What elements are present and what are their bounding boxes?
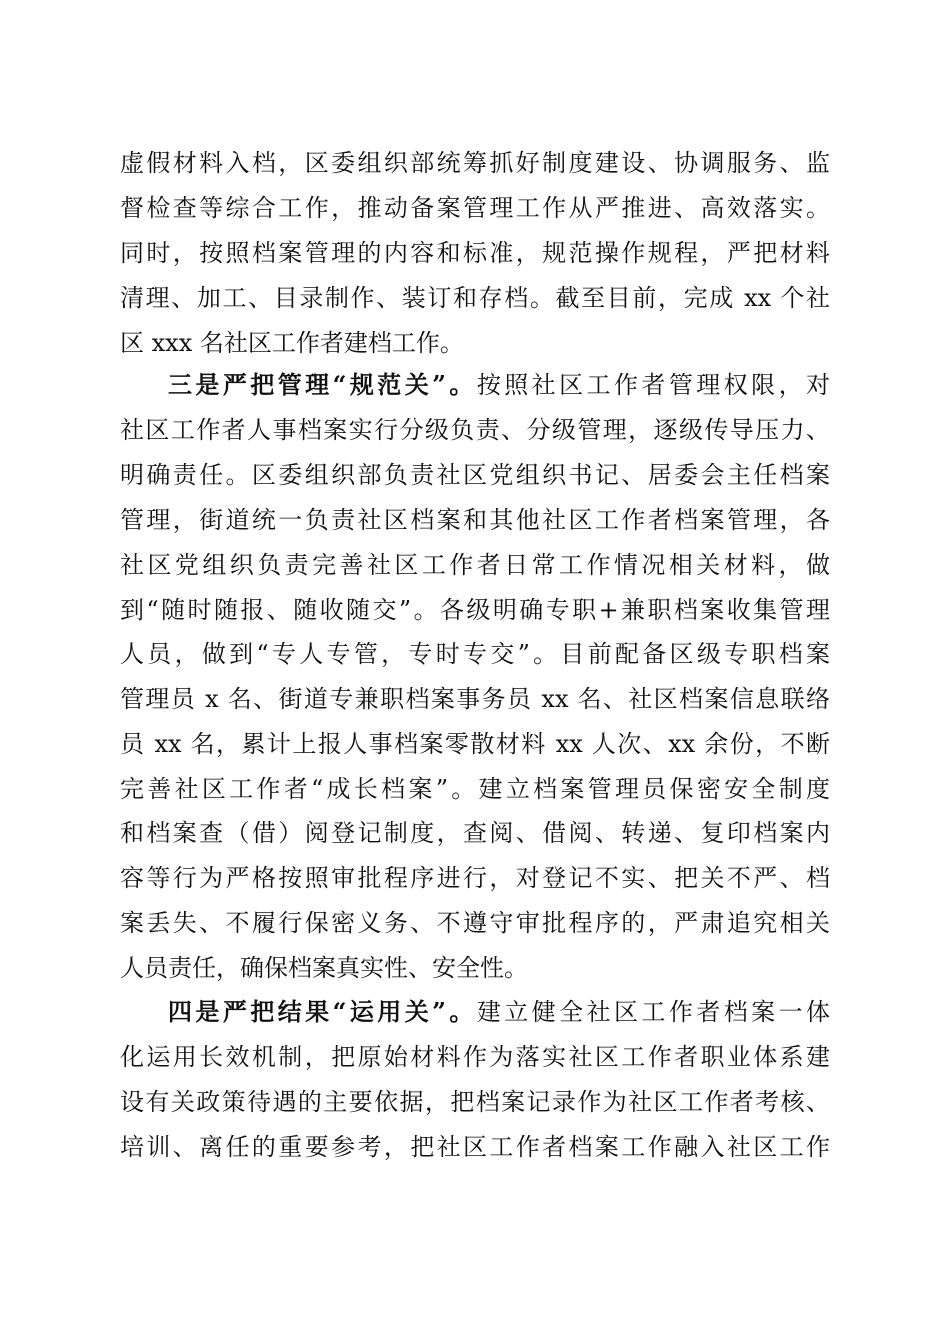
paragraph-line: 明确责任。区委组织部负责社区党组织书记、居委会主任档案: [120, 461, 830, 489]
paragraph-text: 按照社区工作者管理权限，对: [476, 371, 831, 399]
paragraph-line: 人员，做到“专人专管，专时专交”。目前配备区级专职档案: [120, 640, 830, 668]
paragraph-first-line: [168, 997, 830, 1027]
paragraph-line: 容等行为严格按照审批程序进行，对登记不实、把关不严、档: [120, 864, 830, 892]
paragraph-line: 化运用长效机制，把原始材料作为落实社区工作者职业体系建: [120, 1043, 830, 1071]
section-lead-heading: 四是严把结果“运用关”。: [168, 997, 477, 1026]
paragraph-line: 督检查等综合工作，推动备案管理工作从严推进、高效落实。: [120, 194, 830, 222]
paragraph-line: 员 xx 名，累计上报人事档案零散材料 xx 人次、xx 余份，不断: [120, 730, 830, 758]
paragraph-line: 管理员 x 名、街道专兼职档案事务员 xx 名、社区档案信息联络: [120, 685, 830, 713]
paragraph-line: 和档案查（借）阅登记制度，查阅、借阅、转递、复印档案内: [120, 819, 830, 847]
paragraph-line: 培训、离任的重要参考，把社区工作者档案工作融入社区工作: [120, 1133, 830, 1161]
paragraph-line: 虚假材料入档，区委组织部统筹抓好制度建设、协调服务、监: [120, 149, 830, 177]
paragraph-line: 同时，按照档案管理的内容和标准，规范操作规程，严把材料: [120, 239, 830, 267]
paragraph-line: 清理、加工、目录制作、装订和存档。截至目前，完成 xx 个社: [120, 284, 830, 312]
paragraph-text: 建立健全社区工作者档案一体: [476, 998, 831, 1026]
paragraph-line: 区 xxx 名社区工作者建档工作。: [120, 329, 464, 357]
paragraph-line: 社区工作者人事档案实行分级负责、分级管理，逐级传导压力、: [120, 416, 830, 444]
paragraph-line: 设有关政策待遇的主要依据，把档案记录作为社区工作者考核、: [120, 1088, 830, 1116]
section-lead-heading: 三是严把管理“规范关”。: [168, 370, 477, 399]
paragraph-first-line: [168, 370, 830, 400]
paragraph-line: 社区党组织负责完善社区工作者日常工作情况相关材料，做: [120, 551, 830, 579]
paragraph-line: 完善社区工作者“成长档案”。建立档案管理员保密安全制度: [120, 775, 830, 803]
paragraph-line: 案丢失、不履行保密义务、不遵守审批程序的，严肃追究相关: [120, 909, 830, 937]
paragraph-line: 管理，街道统一负责社区档案和其他社区工作者档案管理，各: [120, 506, 830, 534]
paragraph-line: 到“随时随报、随收随交”。各级明确专职+兼职档案收集管理: [120, 596, 830, 624]
paragraph-line: 人员责任，确保档案真实性、安全性。: [120, 954, 528, 982]
